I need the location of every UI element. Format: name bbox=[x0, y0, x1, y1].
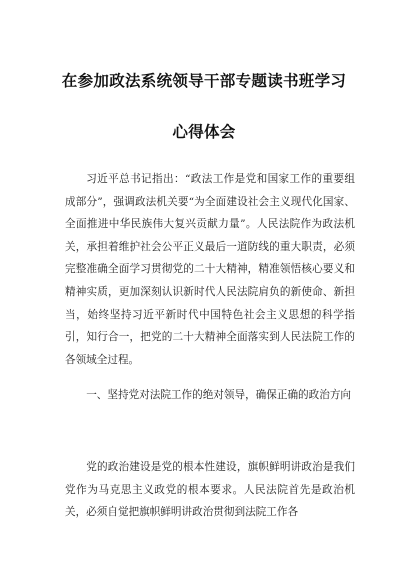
paragraph-section-1: 党的政治建设是党的根本性建设，旗帜鲜明讲政治是我们党作为马克思主义政党的根本要求。人民法院首先是政治机关，必须自觉把旗帜鲜明讲政治贯彻到法院工作各 bbox=[65, 461, 355, 519]
paragraph-intro: 习近平总书记指出：“政法工作是党和国家工作的重要组成部分”，强调政法机关要“为全面建设社会主义现代化国家、全面推进中华民族伟大复兴贡献力量”。人民法院作为政法机关，承担着维护社会公平正义最后一道防线的重大职责，必须完整准确全面学习贯彻党的二十大精神，精准领悟核心要义和精神实质，更加深刻认识新时代人民法院肩负的新使命、新担当，始终坚持习近平新时代中国特色社会主义思想的科学指引，知行合一，把党的二十大精神全面落实到人民法院工作的各领域全过程。 bbox=[65, 173, 355, 366]
section-heading-1: 一、坚持党对法院工作的绝对领导，确保正确的政治方向 bbox=[86, 389, 352, 401]
document-subtitle: 心得体会 bbox=[172, 123, 236, 141]
document-title: 在参加政法系统领导干部专题读书班学习 bbox=[61, 72, 347, 90]
